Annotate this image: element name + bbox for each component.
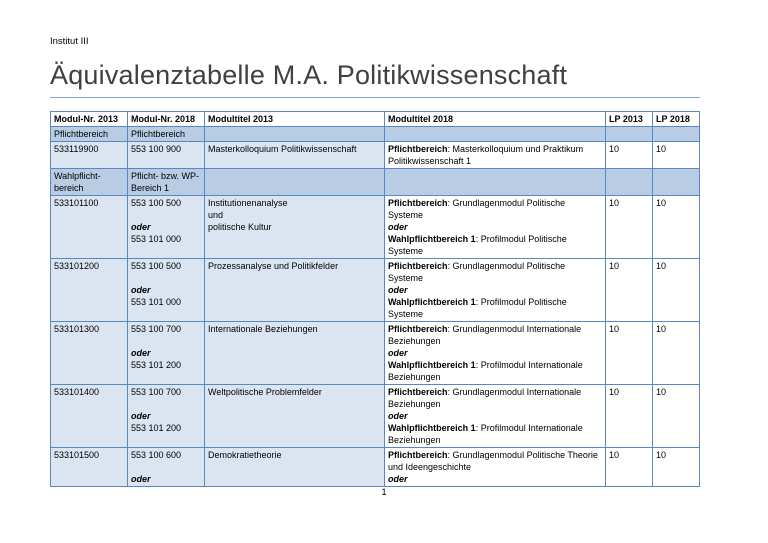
module-title-line: politische Kultur [208, 222, 272, 232]
lp-2018: 10 [653, 196, 700, 259]
equivalence-table [50, 111, 700, 487]
or-text: oder [388, 285, 408, 295]
table-row [51, 385, 700, 448]
module-title-text: : Grundlagenmodul Politische Systeme [388, 198, 566, 220]
module-title-2018 [385, 322, 606, 385]
page-title: Äquivalenztabelle M.A. Politikwissenschaft [50, 60, 568, 90]
area-label: Pflichtbereich [388, 324, 448, 334]
or-label [388, 284, 602, 296]
module-number-text: 553 101 000 [131, 234, 182, 244]
module-title-entry [388, 449, 602, 473]
module-title-line: Demokratietheorie [208, 450, 282, 460]
section-label: Pflicht- bzw. WP-Bereich 1 [128, 169, 205, 196]
module-title-entry [388, 359, 602, 383]
module-number-text: 553 100 900 [131, 144, 182, 154]
spacer [131, 209, 201, 221]
module-title-2018 [385, 448, 606, 487]
module-title-2018 [385, 142, 606, 169]
module-number-line [131, 323, 201, 335]
table-row [51, 196, 700, 259]
module-title-entry [388, 296, 602, 320]
lp-2013: 10 [606, 385, 653, 448]
or-label [388, 410, 602, 422]
module-number-text: 553 101 000 [131, 297, 182, 307]
module-number-text: 553 101 200 [131, 423, 182, 433]
or-text: oder [131, 411, 151, 421]
module-number-text: 553 100 700 [131, 387, 182, 397]
module-number-line [131, 386, 201, 398]
module-number-line [131, 422, 201, 434]
table-cell [385, 169, 606, 196]
column-header: Modultitel 2013 [205, 112, 385, 127]
column-header: LP 2013 [606, 112, 653, 127]
module-number-2013: 533101100 [51, 196, 128, 259]
table-header-row [51, 112, 700, 127]
table-body [51, 127, 700, 487]
table-row [51, 448, 700, 487]
module-number-2013: 533101500 [51, 448, 128, 487]
module-title-entry [388, 323, 602, 347]
area-label: Pflichtbereich [388, 198, 448, 208]
or-label [388, 221, 602, 233]
or-text: oder [131, 222, 151, 232]
module-title-2018 [385, 385, 606, 448]
module-title-text: : Grundlagenmodul Politische Theorie und Ideengeschichte [388, 450, 598, 472]
column-header: LP 2018 [653, 112, 700, 127]
module-title-text: : Profilmodul Politische Systeme [388, 234, 567, 256]
section-label: Pflichtbereich [51, 127, 128, 142]
or-text: oder [388, 411, 408, 421]
lp-2013: 10 [606, 142, 653, 169]
or-text: oder [131, 285, 151, 295]
lp-2013: 10 [606, 448, 653, 487]
table-row [51, 322, 700, 385]
module-title-line: Weltpolitische Problemfelder [208, 387, 322, 397]
module-title-2013 [205, 259, 385, 322]
module-number-line [131, 260, 201, 272]
table-row [51, 259, 700, 322]
table-cell [205, 169, 385, 196]
or-text: oder [388, 222, 408, 232]
module-title-entry [388, 143, 602, 167]
table-row [51, 127, 700, 142]
module-title-2018 [385, 196, 606, 259]
module-title-line: Prozessanalyse und Politikfelder [208, 261, 339, 271]
module-title-text: : Masterkolloquium und Praktikum Politikwissenschaft 1 [388, 144, 584, 166]
table-row [51, 169, 700, 196]
module-title-2013 [205, 322, 385, 385]
module-number-2018 [128, 322, 205, 385]
section-label: Pflichtbereich [128, 127, 205, 142]
area-label: Wahlpflichtbereich 1 [388, 234, 476, 244]
module-title-2013 [205, 448, 385, 487]
module-title-entry [388, 197, 602, 221]
module-title-text: : Profilmodul Internationale Beziehungen [388, 423, 583, 445]
table-cell [385, 127, 606, 142]
module-title-text: : Profilmodul Politische Systeme [388, 297, 567, 319]
module-title-entry [388, 260, 602, 284]
lp-2018: 10 [653, 385, 700, 448]
module-number-2018 [128, 448, 205, 487]
or-label [131, 473, 201, 485]
column-header: Modul-Nr. 2013 [51, 112, 128, 127]
or-label [131, 347, 201, 359]
area-label: Wahlpflichtbereich 1 [388, 297, 476, 307]
area-label: Pflichtbereich [388, 387, 448, 397]
area-label: Pflichtbereich [388, 450, 448, 460]
module-title-line: Masterkolloquium Politikwissenschaft [208, 144, 357, 154]
table-cell [653, 169, 700, 196]
module-number-text: 553 101 200 [131, 360, 182, 370]
module-number-line [131, 296, 201, 308]
module-number-2013: 533101400 [51, 385, 128, 448]
table-cell [653, 127, 700, 142]
institute-header: Institut III [50, 36, 89, 47]
module-title-2013 [205, 385, 385, 448]
module-number-2013: 533101300 [51, 322, 128, 385]
or-text: oder [131, 474, 151, 484]
module-number-line [131, 143, 201, 155]
section-label: Wahlpflicht-bereich [51, 169, 128, 196]
module-title-2018 [385, 259, 606, 322]
or-label [388, 347, 602, 359]
module-number-2018 [128, 259, 205, 322]
module-title-text: : Grundlagenmodul Politische Systeme [388, 261, 566, 283]
lp-2018: 10 [653, 322, 700, 385]
column-header: Modultitel 2018 [385, 112, 606, 127]
or-label [131, 221, 201, 233]
table-cell [606, 127, 653, 142]
or-text: oder [131, 348, 151, 358]
module-title-entry [388, 422, 602, 446]
module-number-line [131, 359, 201, 371]
module-title-text: : Profilmodul Internationale Beziehungen [388, 360, 583, 382]
table-cell [606, 169, 653, 196]
module-number-2018 [128, 385, 205, 448]
module-number-2013: 533119900 [51, 142, 128, 169]
module-number-line [131, 449, 201, 461]
title-underline [50, 97, 700, 98]
module-title-text: : Grundlagenmodul Internationale Beziehungen [388, 324, 582, 346]
module-number-text: 553 100 500 [131, 261, 182, 271]
module-number-text: 553 100 600 [131, 450, 182, 460]
or-label [388, 473, 602, 485]
module-title-2013 [205, 196, 385, 259]
module-title-line: Internationale Beziehungen [208, 324, 318, 334]
table-row [51, 142, 700, 169]
spacer [131, 272, 201, 284]
spacer [131, 398, 201, 410]
table-cell [205, 127, 385, 142]
area-label: Wahlpflichtbereich 1 [388, 423, 476, 433]
lp-2013: 10 [606, 196, 653, 259]
module-number-2013: 533101200 [51, 259, 128, 322]
column-header: Modul-Nr. 2018 [128, 112, 205, 127]
lp-2013: 10 [606, 259, 653, 322]
module-number-text: 553 100 700 [131, 324, 182, 334]
module-number-line [131, 197, 201, 209]
module-title-entry [388, 386, 602, 410]
lp-2018: 10 [653, 259, 700, 322]
module-title-entry [388, 233, 602, 257]
module-title-line: und [208, 210, 224, 220]
or-label [131, 410, 201, 422]
area-label: Wahlpflichtbereich 1 [388, 360, 476, 370]
module-number-2018 [128, 196, 205, 259]
module-number-text: 553 100 500 [131, 198, 182, 208]
lp-2018: 10 [653, 448, 700, 487]
spacer [131, 335, 201, 347]
module-title-text: : Grundlagenmodul Internationale Beziehungen [388, 387, 582, 409]
area-label: Pflichtbereich [388, 261, 448, 271]
module-number-2018 [128, 142, 205, 169]
module-number-line [131, 233, 201, 245]
lp-2018: 10 [653, 142, 700, 169]
module-title-2013 [205, 142, 385, 169]
or-text: oder [388, 474, 408, 484]
or-text: oder [388, 348, 408, 358]
or-label [131, 284, 201, 296]
module-title-line: Institutionenanalyse [208, 198, 288, 208]
lp-2013: 10 [606, 322, 653, 385]
area-label: Pflichtbereich [388, 144, 448, 154]
spacer [131, 461, 201, 473]
page-number: 1 [381, 487, 387, 498]
